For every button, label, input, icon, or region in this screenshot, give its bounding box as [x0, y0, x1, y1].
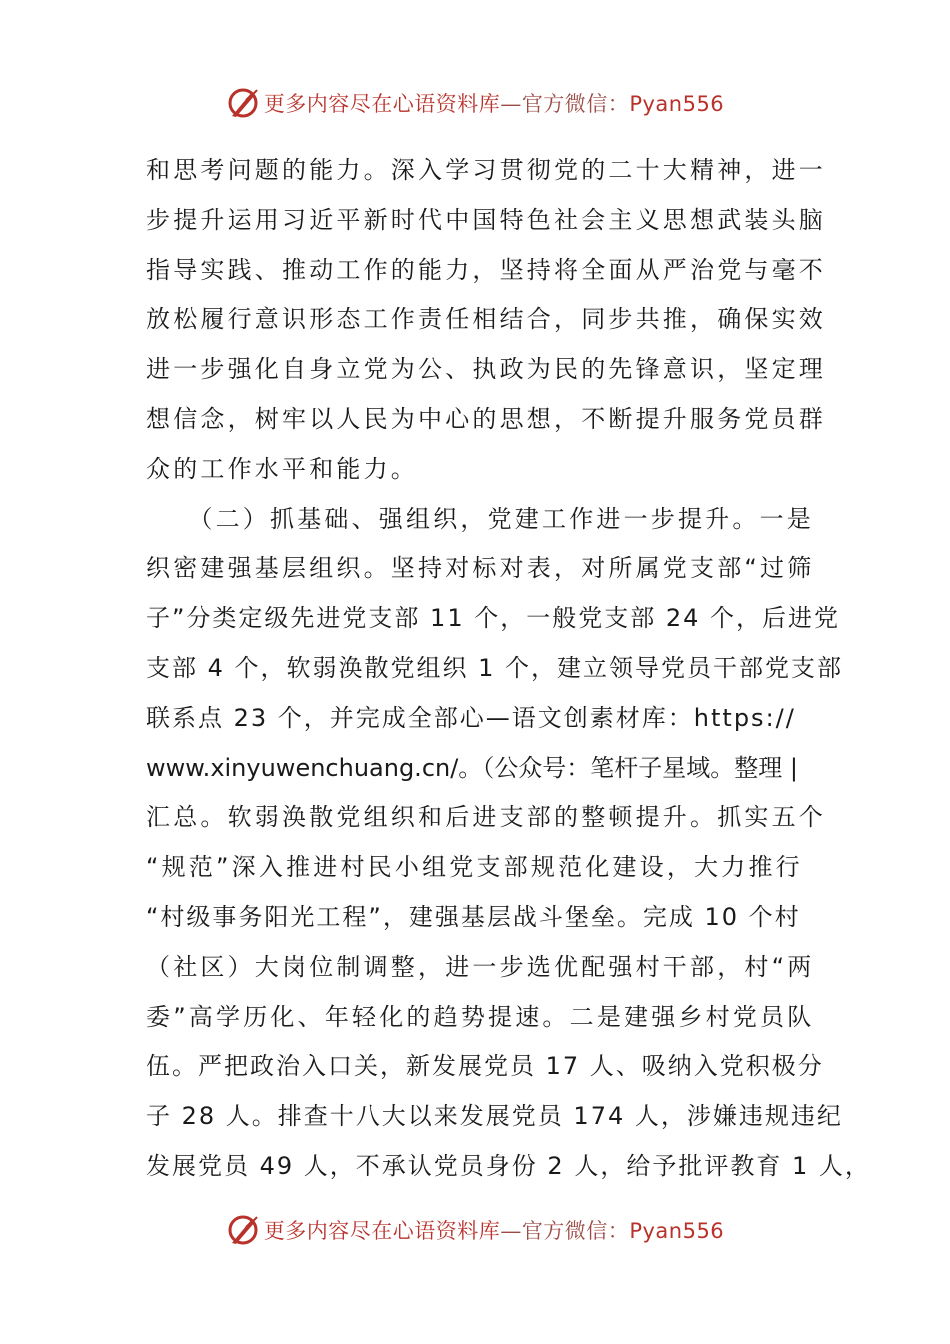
watermark-site: 更多内容尽在心语资料库	[263, 1219, 501, 1243]
watermark-separator: —官方微信：	[500, 1219, 630, 1243]
footer-watermark	[0, 1210, 950, 1250]
text-line-11: 支部 4 个，软弱涣散党组织 1 个，建立领导党员干部党支部	[146, 653, 844, 682]
text-line-1: 和思考问题的能力。深入学习贯彻党的二十大精神，进一	[146, 156, 826, 184]
watermark-site: 更多内容尽在心语资料库	[263, 92, 501, 116]
text-line-16: “村级事务阳光工程”，建强基层战斗堡垒。完成 10 个村	[146, 902, 801, 931]
text-line-19: 伍。严把政治入口关，新发展党员 17 人、吸纳入党积极分	[146, 1052, 824, 1081]
text-line-8: （二）抓基础、强组织，党建工作进一步提升。一是	[146, 504, 814, 533]
text-line-17: （社区）大岗位制调整，进一步选优配强村干部，村“两	[146, 952, 815, 981]
text-line-12: 联系点 23 个，并完成全部心—语文创素材库：https://	[146, 703, 796, 732]
watermark-text	[264, 1215, 724, 1245]
text-line-18: 委”高学历化、年轻化的趋势提速。二是建强乡村党员队	[146, 1002, 815, 1031]
header-watermark	[0, 83, 950, 123]
text-line-4: 放松履行意识形态工作责任相结合，同步共推，确保实效	[146, 305, 826, 334]
quill-pen-logo-icon	[226, 1213, 260, 1247]
text-line-9: 织密建强基层组织。坚持对标对表，对所属党支部“过筛	[146, 554, 815, 583]
text-line-10: 子”分类定级先进党支部 11 个，一般党支部 24 个，后进党	[146, 604, 841, 633]
watermark-separator: —官方微信：	[500, 92, 630, 116]
text-line-13: www.xinyuwenchuang.cn/。（公众号：笔杆子星域。整理 |	[146, 753, 799, 782]
watermark-wechat-id: Pyan556	[629, 1219, 725, 1243]
document-body	[146, 146, 871, 1192]
watermark-text	[264, 88, 724, 118]
text-line-3: 指导实践、推动工作的能力，坚持将全面从严治党与毫不	[146, 255, 826, 284]
quill-pen-logo-icon	[226, 86, 260, 120]
text-line-5: 进一步强化自身立党为公、执政为民的先锋意识，坚定理	[146, 355, 826, 384]
text-line-14: 汇总。软弱涣散党组织和后进支部的整顿提升。抓实五个	[146, 803, 826, 832]
text-line-7: 众的工作水平和能力。	[146, 454, 418, 483]
text-line-15: “规范”深入推进村民小组党支部规范化建设，大力推行	[146, 853, 803, 882]
text-line-6: 想信念，树牢以人民为中心的思想，不断提升服务党员群	[146, 404, 826, 433]
text-line-21: 发展党员 49 人，不承认党员身份 2 人，给予批评教育 1 人，	[146, 1151, 871, 1180]
text-line-2: 步提升运用习近平新时代中国特色社会主义思想武装头脑	[146, 205, 826, 234]
text-line-20: 子 28 人。排查十八大以来发展党员 174 人，涉嫌违规违纪	[146, 1102, 843, 1131]
watermark-wechat-id: Pyan556	[629, 92, 725, 116]
